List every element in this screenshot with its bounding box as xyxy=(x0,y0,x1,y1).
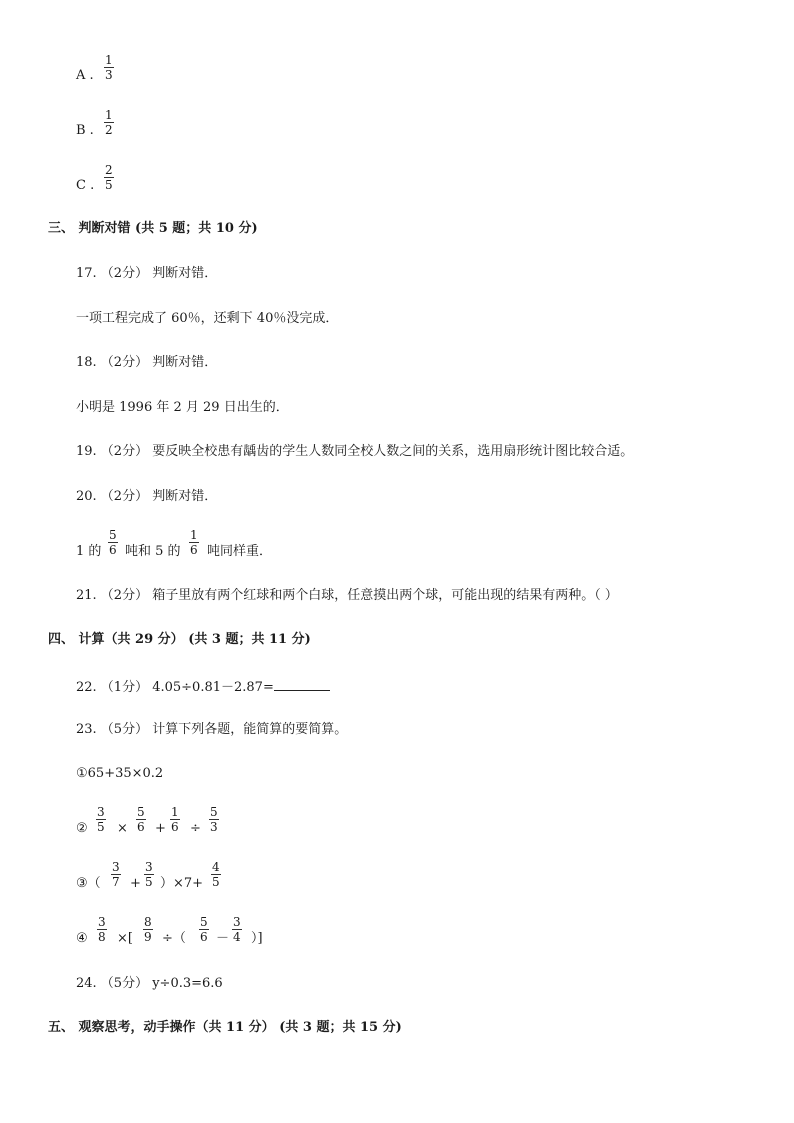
q23-e2-frac-a-num: 3 xyxy=(97,805,105,819)
q23-e4-frac-a xyxy=(97,916,107,943)
q23-e3-frac-a-den: 7 xyxy=(112,875,120,889)
q23-e3-frac-c-den: 5 xyxy=(212,875,220,889)
option-a-numerator: 1 xyxy=(105,53,113,67)
q23-e4-frac-a-num: 3 xyxy=(98,915,106,929)
q22-expression: 22. （1分） 4.05÷0.81－2.87= xyxy=(76,680,274,695)
option-a-fraction xyxy=(104,54,114,81)
q23-e4-close: ）] xyxy=(251,931,263,946)
section-3-title: 三、 判断对错 (共 5 题；共 10 分) xyxy=(48,221,258,236)
q23-e2-op3: ÷ xyxy=(190,821,201,836)
q23-e3-frac-a xyxy=(111,861,121,888)
q20-fraction-2-denominator: 6 xyxy=(190,543,198,557)
q23-e2-frac-c-num: 1 xyxy=(171,805,179,819)
q23-e4-frac-b-num: 8 xyxy=(144,915,152,929)
q23-e2-frac-b-num: 5 xyxy=(137,805,145,819)
q23-e3-frac-b-num: 3 xyxy=(145,860,153,874)
option-b-fraction xyxy=(104,109,114,136)
q20-text-1: 1 的 xyxy=(76,544,102,559)
option-c-fraction xyxy=(104,164,114,191)
q22-answer-blank[interactable] xyxy=(274,679,330,691)
q19-head: 19. （2分） 要反映全校患有龋齿的学生人数同全校人数之间的关系，选用扇形统计图比较合适。 xyxy=(76,444,634,459)
q20-fraction-1-denominator: 6 xyxy=(109,543,117,557)
q23-e2-frac-d-den: 3 xyxy=(210,820,218,834)
q23-expression-1: ①65+35×0.2 xyxy=(76,766,164,781)
q23-e4-op1: ×[ xyxy=(117,931,133,946)
q20-head: 20. （2分） 判断对错． xyxy=(76,489,218,504)
q20-fraction-1-numerator: 5 xyxy=(109,528,117,542)
q23-e4-op3: － xyxy=(216,931,230,946)
q23-e3-frac-c xyxy=(211,861,221,888)
q23-e4-op2: ÷（ xyxy=(162,931,186,946)
q22-head xyxy=(76,679,330,694)
q21-head: 21. （2分） 箱子里放有两个红球和两个白球，任意摸出两个球，可能出现的结果有两种。（ ） xyxy=(76,588,618,603)
q18-head: 18. （2分） 判断对错． xyxy=(76,355,218,370)
option-b-numerator: 1 xyxy=(105,108,113,122)
q23-e2-frac-b-den: 6 xyxy=(137,820,145,834)
q23-e3-frac-b xyxy=(144,861,154,888)
q23-e4-frac-d xyxy=(232,916,242,943)
q23-e3-op2: ）×7+ xyxy=(160,876,204,891)
q23-e3-label: ③（ xyxy=(76,876,101,891)
q23-e2-op1: × xyxy=(117,821,128,836)
q20-fraction-1 xyxy=(108,529,118,556)
q23-e2-frac-a-den: 5 xyxy=(97,820,105,834)
q23-e4-frac-d-num: 3 xyxy=(233,915,241,929)
option-a-denominator: 3 xyxy=(105,68,113,82)
q23-e3-frac-a-num: 3 xyxy=(112,860,120,874)
q23-e4-frac-b xyxy=(143,916,153,943)
option-b-letter: B . xyxy=(76,123,94,138)
option-a-letter: A . xyxy=(76,68,94,83)
q23-e2-frac-a xyxy=(96,806,106,833)
section-4-title: 四、 计算（共 29 分） (共 3 题；共 11 分) xyxy=(48,632,311,647)
q23-e4-label: ④ xyxy=(76,931,88,946)
q23-e3-op1: + xyxy=(130,876,141,891)
section-5-title: 五、 观察思考，动手操作（共 11 分） (共 3 题；共 15 分) xyxy=(48,1020,402,1035)
q23-e4-frac-c-num: 5 xyxy=(200,915,208,929)
q23-e2-frac-b xyxy=(136,806,146,833)
option-c-letter: C . xyxy=(76,178,95,193)
q23-e3-frac-c-num: 4 xyxy=(212,860,220,874)
q23-e4-frac-c xyxy=(199,916,209,943)
q23-e2-label: ② xyxy=(76,821,88,836)
q23-e2-frac-d xyxy=(209,806,219,833)
q20-fraction-2 xyxy=(189,529,199,556)
q17-body: 一项工程完成了 60％，还剩下 40％没完成． xyxy=(76,311,339,326)
q23-e2-frac-c xyxy=(170,806,180,833)
q18-body: 小明是 1996 年 2 月 29 日出生的． xyxy=(76,400,289,415)
q23-head: 23. （5分） 计算下列各题，能简算的要简算。 xyxy=(76,722,348,737)
q23-e4-frac-d-den: 4 xyxy=(233,930,241,944)
q23-e3-frac-b-den: 5 xyxy=(145,875,153,889)
q20-fraction-2-numerator: 1 xyxy=(190,528,198,542)
option-c-denominator: 5 xyxy=(105,178,113,192)
q23-e4-frac-a-den: 8 xyxy=(98,930,106,944)
q17-head: 17. （2分） 判断对错． xyxy=(76,266,218,281)
q23-e2-frac-c-den: 6 xyxy=(171,820,179,834)
q23-e4-frac-b-den: 9 xyxy=(144,930,152,944)
q20-text-2: 吨和 5 的 xyxy=(125,544,181,559)
q20-text-3: 吨同样重． xyxy=(207,544,273,559)
q23-e4-frac-c-den: 6 xyxy=(200,930,208,944)
q23-e2-frac-d-num: 5 xyxy=(210,805,218,819)
option-b-denominator: 2 xyxy=(105,123,113,137)
option-c-numerator: 2 xyxy=(105,163,113,177)
q24-head: 24. （5分） y÷0.3=6.6 xyxy=(76,976,223,991)
q23-e2-op2: + xyxy=(155,821,166,836)
